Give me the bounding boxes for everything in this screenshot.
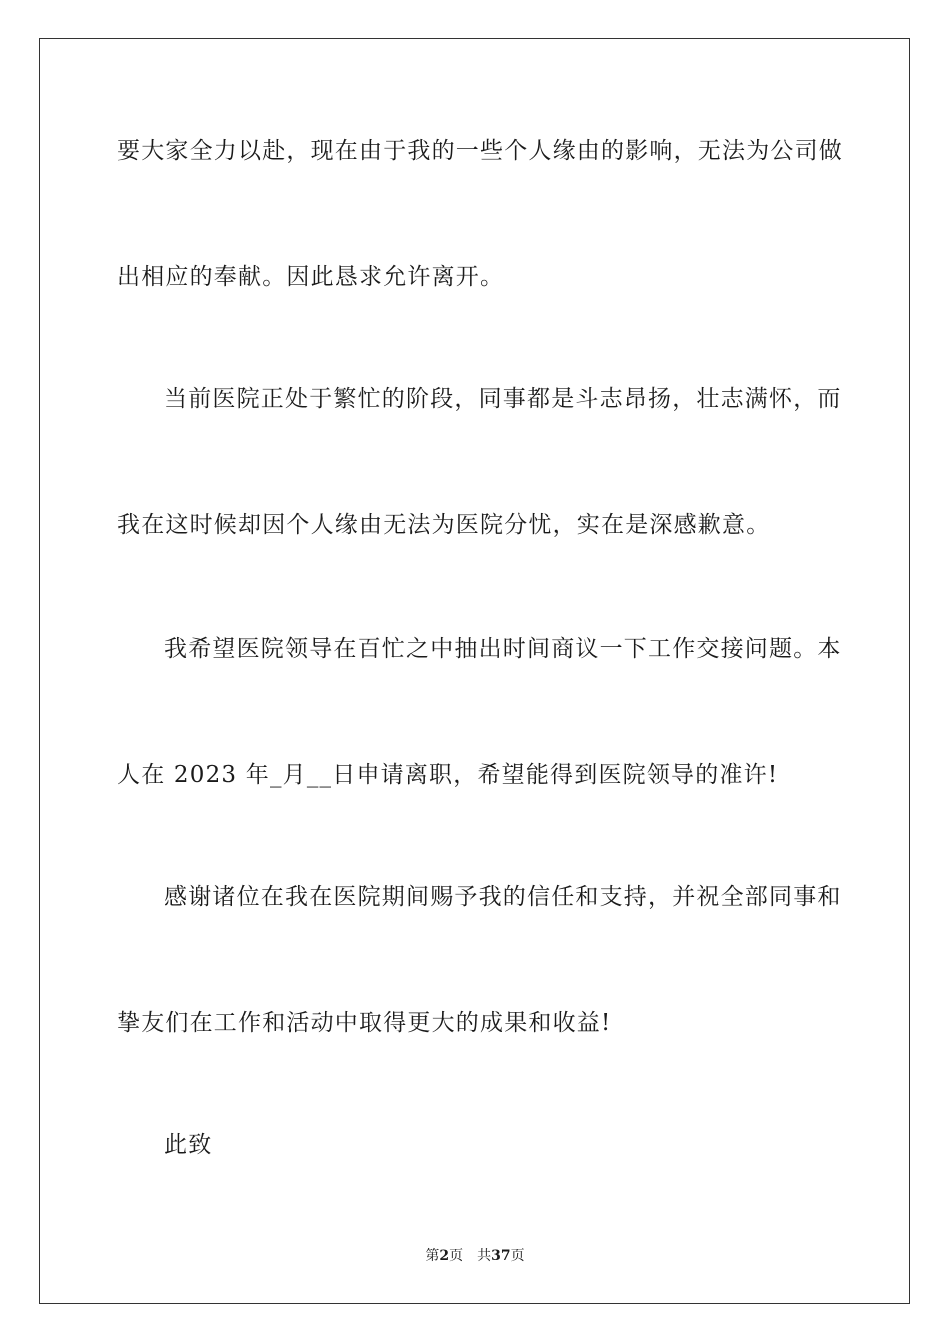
body-text-line: 挚友们在工作和活动中取得更大的成果和收益! [117, 1010, 612, 1036]
body-text-line: 出相应的奉献。因此恳求允许离开。 [117, 264, 505, 290]
page-border [39, 38, 910, 1304]
page-footer [0, 1247, 950, 1265]
paragraph-start-line: 感谢诸位在我在医院期间赐予我的信任和支持，并祝全部同事和 [164, 884, 842, 910]
body-text-line: 人在 2023 年_月__日申请离职，希望能得到医院领导的准许! [117, 762, 779, 788]
page-label-suffix: 页 [449, 1248, 464, 1264]
closing-salutation: 此致 [164, 1132, 213, 1158]
page-label-prefix: 第 [425, 1248, 440, 1264]
paragraph-start-line: 当前医院正处于繁忙的阶段，同事都是斗志昂扬，壮志满怀，而 [164, 386, 842, 412]
body-text-line: 要大家全力以赴，现在由于我的一些个人缘由的影响，无法为公司做 [117, 138, 843, 164]
total-label-prefix: 共 [477, 1248, 492, 1264]
total-pages: 37 [491, 1248, 511, 1264]
paragraph-start-line: 我希望医院领导在百忙之中抽出时间商议一下工作交接问题。本 [164, 636, 842, 662]
page-number: 2 [439, 1248, 450, 1264]
total-label-suffix: 页 [510, 1248, 525, 1264]
body-text-line: 我在这时候却因个人缘由无法为医院分忧，实在是深感歉意。 [117, 512, 771, 538]
